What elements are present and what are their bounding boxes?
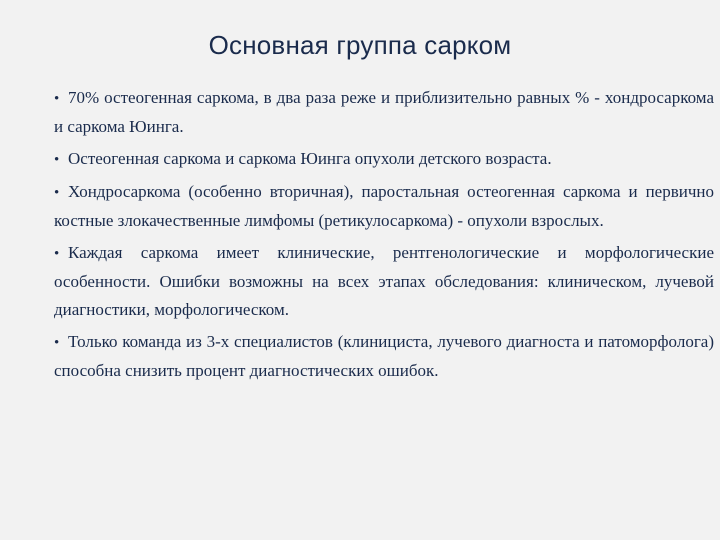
bullet-list	[54, 84, 714, 389]
bullet-text: 70% остеогенная саркома, в два раза реже и приблизительно равных % - хондросаркома и саркома Юинга.	[54, 88, 714, 136]
bullet-text: Только команда из 3-х специалистов (клинициста, лучевого диагноста и патоморфолога) способна снизить процент диагностических ошибок.	[54, 332, 714, 380]
bullet-text: Каждая саркома имеет клинические, рентгенологические и морфологические особенности. Ошибки возможны на всех этапах обследования: клиническом, лучевой диагностики, морфологическом.	[54, 243, 714, 319]
bullet-item	[54, 239, 714, 324]
bullet-item	[54, 145, 714, 174]
slide-title: Основная группа сарком	[208, 30, 512, 60]
bullet-dot: •	[54, 91, 60, 107]
bullet-dot: •	[54, 246, 60, 262]
bullet-text: Хондросаркома (особенно вторичная), паростальная остеогенная саркома и первично костные злокачественные лимфомы (ретикулосаркома) - опухоли взрослых.	[54, 182, 714, 230]
bullet-item	[54, 84, 714, 141]
bullet-dot: •	[54, 335, 60, 351]
bullet-dot: •	[54, 152, 60, 168]
bullet-item	[54, 178, 714, 235]
bullet-dot: •	[54, 185, 60, 201]
bullet-item	[54, 328, 714, 385]
bullet-text: Остеогенная саркома и саркома Юинга опухоли детского возраста.	[68, 149, 552, 168]
